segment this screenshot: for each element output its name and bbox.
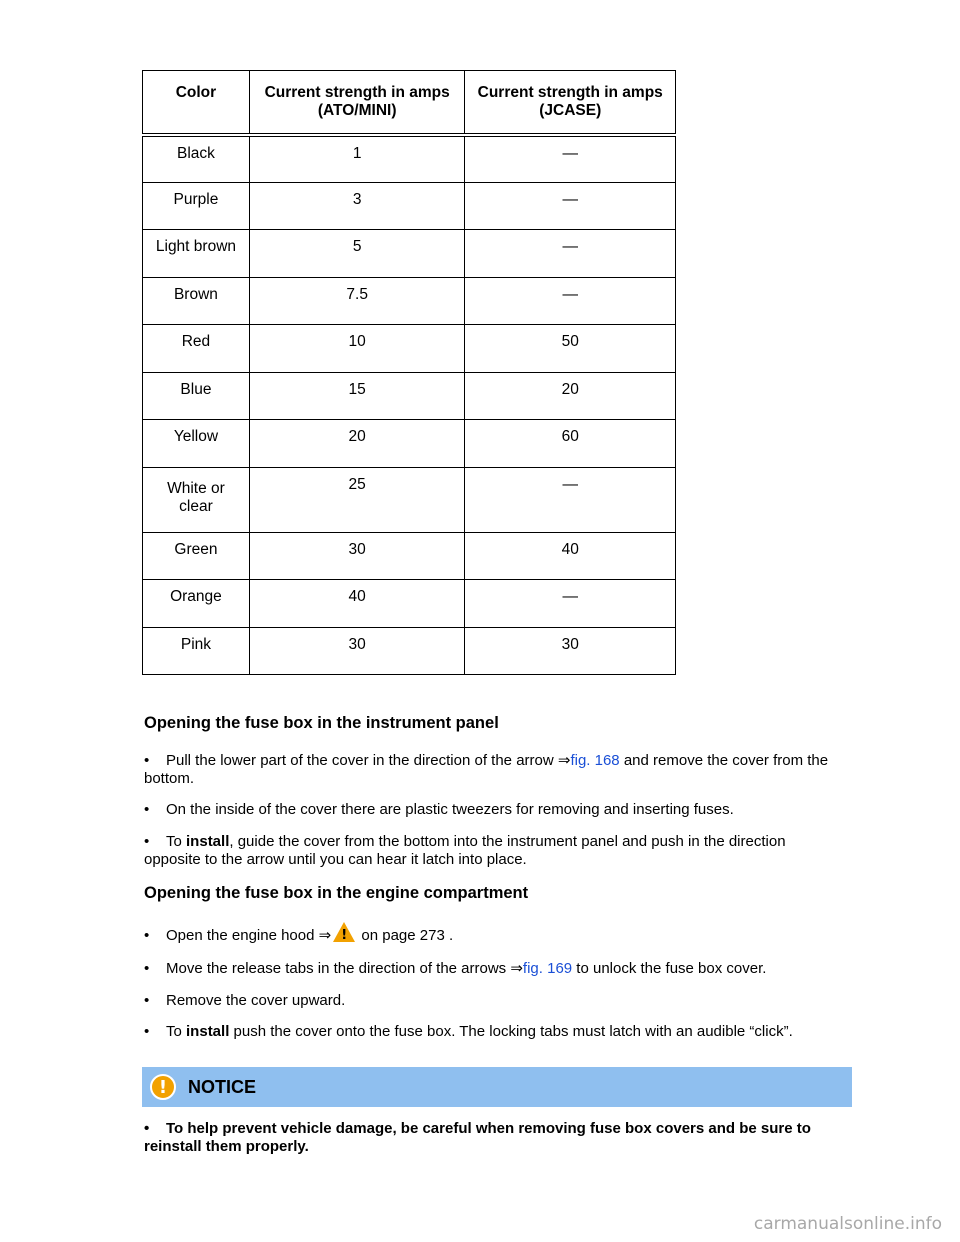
section-heading-engine-compartment: Opening the fuse box in the engine compartment bbox=[144, 884, 529, 902]
notice-text: • To help prevent vehicle damage, be careful when removing fuse box covers and be sure to reinstall them properly. bbox=[144, 1120, 811, 1155]
column-header-color: Color bbox=[143, 71, 250, 135]
table-body bbox=[143, 135, 676, 675]
table-cell: 10 bbox=[249, 325, 465, 373]
notice-exclamation-icon: ! bbox=[150, 1074, 176, 1100]
list-item: • Pull the lower part of the cover in the direction of the arrow ⇒fig. 168 and remove the cover from the bottom. bbox=[144, 752, 829, 787]
bullet: • bbox=[144, 960, 150, 977]
table-cell: Black bbox=[143, 135, 250, 183]
list-item: • Remove the cover upward. bbox=[144, 992, 346, 1009]
table-row bbox=[143, 182, 676, 230]
table-cell: 3 bbox=[249, 182, 465, 230]
table-cell: 40 bbox=[249, 580, 465, 628]
bullet: • bbox=[144, 752, 150, 769]
bullet: • bbox=[144, 992, 150, 1009]
table-cell: Purple bbox=[143, 182, 250, 230]
table-cell: Yellow bbox=[143, 420, 250, 468]
table-row bbox=[143, 467, 676, 532]
table-cell: — bbox=[465, 580, 676, 628]
table-cell: — bbox=[465, 277, 676, 325]
bullet: • bbox=[144, 1120, 150, 1137]
table-row bbox=[143, 420, 676, 468]
column-header-jcase: Current strength in amps (JCASE) bbox=[465, 71, 676, 135]
table-cell: 20 bbox=[249, 420, 465, 468]
list-item: • Move the release tabs in the direction of the arrows ⇒fig. 169 to unlock the fuse box cover. bbox=[144, 960, 767, 977]
table-cell: Pink bbox=[143, 627, 250, 675]
table-cell: — bbox=[465, 135, 676, 183]
table-row bbox=[143, 135, 676, 183]
watermark: carmanualsonline.info bbox=[753, 1214, 942, 1234]
table-cell: 60 bbox=[465, 420, 676, 468]
notice-box bbox=[142, 1067, 852, 1107]
table-cell: 30 bbox=[249, 627, 465, 675]
table-cell: 25 bbox=[249, 467, 465, 532]
fuse-color-table bbox=[142, 70, 676, 675]
warning-triangle-icon[interactable] bbox=[333, 922, 355, 942]
table-cell: Orange bbox=[143, 580, 250, 628]
table-cell: 20 bbox=[465, 372, 676, 420]
table-cell: Light brown bbox=[143, 230, 250, 278]
table-cell: — bbox=[465, 182, 676, 230]
bullet: • bbox=[144, 1023, 150, 1040]
table-cell: Green bbox=[143, 532, 250, 580]
table-row bbox=[143, 627, 676, 675]
list-item: • To install, guide the cover from the bottom into the instrument panel and push in the direction opposite to the arrow until you can hear it latch into place. bbox=[144, 833, 786, 868]
list-item: • On the inside of the cover there are plastic tweezers for removing and inserting fuses. bbox=[144, 801, 734, 818]
table-row bbox=[143, 277, 676, 325]
table-row bbox=[143, 325, 676, 373]
bullet: • bbox=[144, 833, 150, 850]
table-cell: 40 bbox=[465, 532, 676, 580]
section-heading-instrument-panel: Opening the fuse box in the instrument panel bbox=[144, 714, 499, 732]
table-cell: 1 bbox=[249, 135, 465, 183]
table-cell: 7.5 bbox=[249, 277, 465, 325]
table-cell: 15 bbox=[249, 372, 465, 420]
table-row bbox=[143, 532, 676, 580]
table-header-row bbox=[143, 71, 676, 135]
table-cell: 30 bbox=[465, 627, 676, 675]
table-row bbox=[143, 580, 676, 628]
table-cell: 5 bbox=[249, 230, 465, 278]
table-row bbox=[143, 230, 676, 278]
fig-168-link[interactable]: fig. 168 bbox=[570, 752, 620, 769]
fig-169-link[interactable]: fig. 169 bbox=[522, 960, 573, 977]
bullet: • bbox=[144, 927, 150, 944]
table-row bbox=[143, 372, 676, 420]
column-header-ato-mini: Current strength in amps (ATO/MINI) bbox=[249, 71, 465, 135]
table-cell: 50 bbox=[465, 325, 676, 373]
table-cell: — bbox=[465, 230, 676, 278]
bullet: • bbox=[144, 801, 150, 818]
table-cell: Red bbox=[143, 325, 250, 373]
notice-title: NOTICE bbox=[188, 1076, 257, 1097]
table-cell: 30 bbox=[249, 532, 465, 580]
table-cell: Brown bbox=[143, 277, 250, 325]
table-cell: Blue bbox=[143, 372, 250, 420]
list-item: • Open the engine hood ⇒! on page 273 . bbox=[144, 922, 844, 945]
list-item: • To install push the cover onto the fuse box. The locking tabs must latch with an audible “click”. bbox=[144, 1023, 793, 1040]
table-cell: White or clear bbox=[143, 467, 250, 532]
table-cell: — bbox=[465, 467, 676, 532]
